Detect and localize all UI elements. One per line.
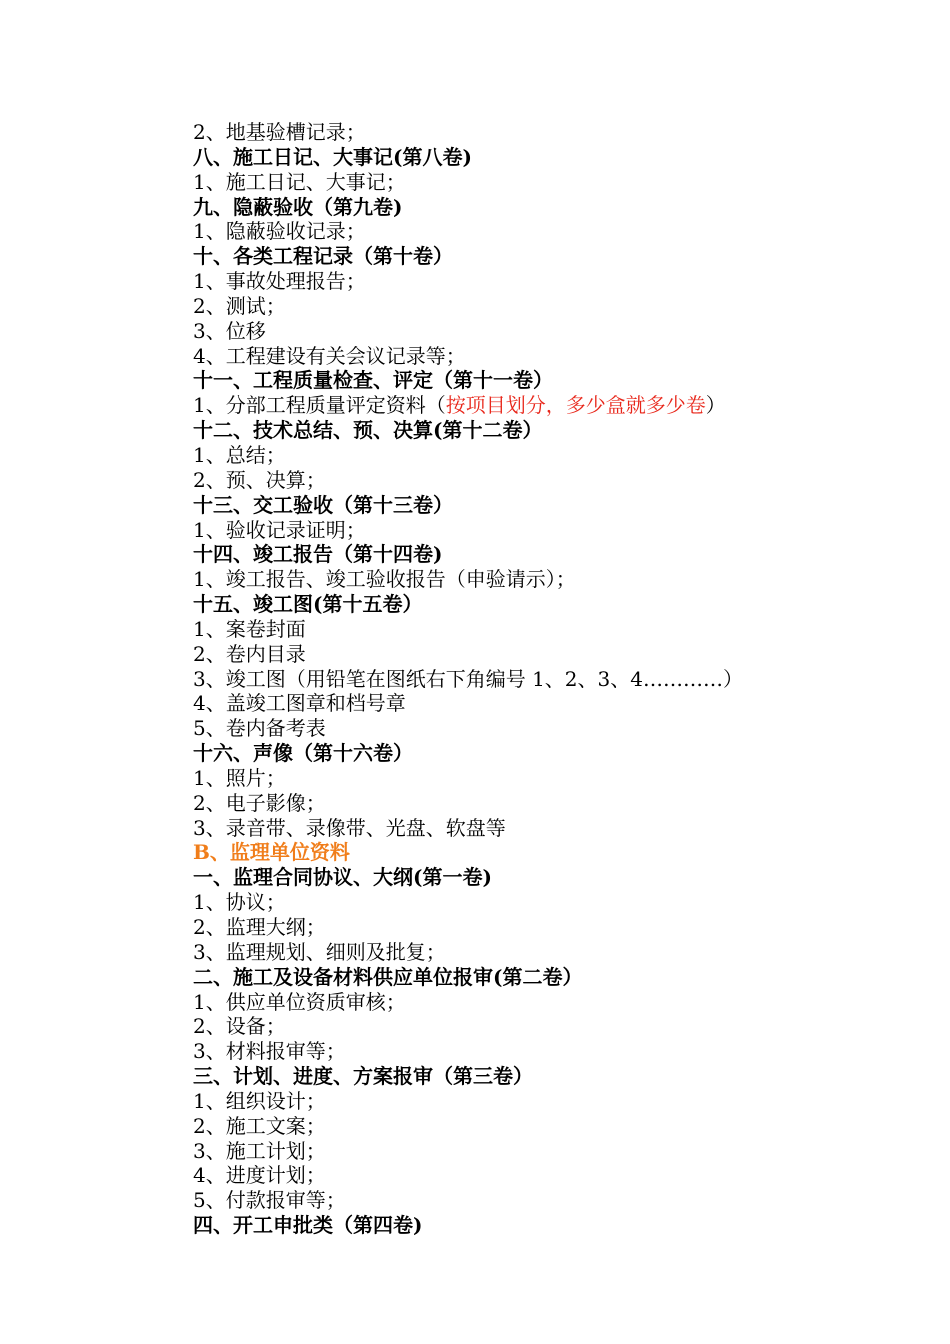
section-heading: 八、施工日记、大事记(第八卷) bbox=[193, 144, 472, 169]
list-item: 5、卷内备考表 bbox=[193, 716, 326, 741]
section-heading: 十五、竣工图(第十五卷） bbox=[193, 592, 423, 617]
section-heading: 三、计划、进度、方案报审（第三卷） bbox=[193, 1064, 533, 1089]
list-item: 4、盖竣工图章和档号章 bbox=[193, 691, 406, 716]
section-heading: 四、开工申批类（第四卷) bbox=[193, 1213, 423, 1238]
list-item bbox=[193, 393, 913, 418]
list-item: 3、监理规划、细则及批复； bbox=[193, 939, 446, 964]
list-item: 4、进度计划； bbox=[193, 1163, 326, 1188]
section-heading: 十三、交工验收（第十三卷） bbox=[193, 492, 453, 517]
list-item: 1、验收记录证明； bbox=[193, 517, 366, 542]
list-item: 2、施工文案； bbox=[193, 1113, 326, 1138]
list-item: 2、电子影像； bbox=[193, 790, 326, 815]
document-page bbox=[193, 120, 913, 1238]
list-item: 3、材料报审等； bbox=[193, 1039, 346, 1064]
section-heading: 十、各类工程记录（第十卷） bbox=[193, 244, 453, 269]
list-item: 1、竣工报告、竣工验收报告（申验请示）； bbox=[193, 567, 576, 592]
list-item: 1、组织设计； bbox=[193, 1088, 326, 1113]
list-item: 2、卷内目录 bbox=[193, 641, 306, 666]
list-item: 3、录音带、录像带、光盘、软盘等 bbox=[193, 815, 506, 840]
section-heading: 十二、技术总结、预、决算(第十二卷） bbox=[193, 418, 543, 443]
list-item: 3、位移 bbox=[193, 318, 266, 343]
highlight-note: 按项目划分，多少盒就多少卷 bbox=[445, 393, 706, 418]
list-item: 1、施工日记、大事记； bbox=[193, 169, 406, 194]
section-heading: 九、隐蔽验收（第九卷) bbox=[193, 194, 403, 219]
list-item: 1、协议； bbox=[193, 890, 286, 915]
section-heading: 十一、工程质量检查、评定（第十一卷） bbox=[193, 368, 553, 393]
section-heading: 一、监理合同协议、大纲(第一卷) bbox=[193, 865, 492, 890]
list-item: 1、总结； bbox=[193, 442, 286, 467]
list-item: 1、案卷封面 bbox=[193, 616, 306, 641]
list-item: 3、施工计划； bbox=[193, 1138, 326, 1163]
list-item: 1、隐蔽验收记录； bbox=[193, 219, 366, 244]
list-item: 1、供应单位资质审核； bbox=[193, 989, 406, 1014]
list-item: 4、工程建设有关会议记录等； bbox=[193, 343, 466, 368]
list-item-text: 1、分部工程质量评定资料（ bbox=[193, 393, 446, 418]
part-heading: B、监理单位资料 bbox=[193, 840, 350, 865]
list-item: 1、照片； bbox=[193, 765, 286, 790]
list-item: 2、地基验槽记录； bbox=[193, 120, 366, 144]
section-heading: 二、施工及设备材料供应单位报审(第二卷） bbox=[193, 964, 583, 989]
list-item: 3、竣工图（用铅笔在图纸右下角编号 1、2、3、4…………） bbox=[193, 666, 743, 691]
list-item: 2、监理大纲； bbox=[193, 915, 326, 939]
list-item: 2、预、决算； bbox=[193, 467, 326, 492]
section-heading: 十四、竣工报告（第十四卷) bbox=[193, 542, 443, 567]
list-item-tail: ） bbox=[705, 393, 726, 418]
list-item: 1、事故处理报告； bbox=[193, 269, 366, 294]
list-item: 2、设备； bbox=[193, 1014, 286, 1039]
list-item: 5、付款报审等； bbox=[193, 1188, 346, 1213]
list-item: 2、测试； bbox=[193, 293, 286, 318]
section-heading: 十六、声像（第十六卷） bbox=[193, 741, 413, 766]
